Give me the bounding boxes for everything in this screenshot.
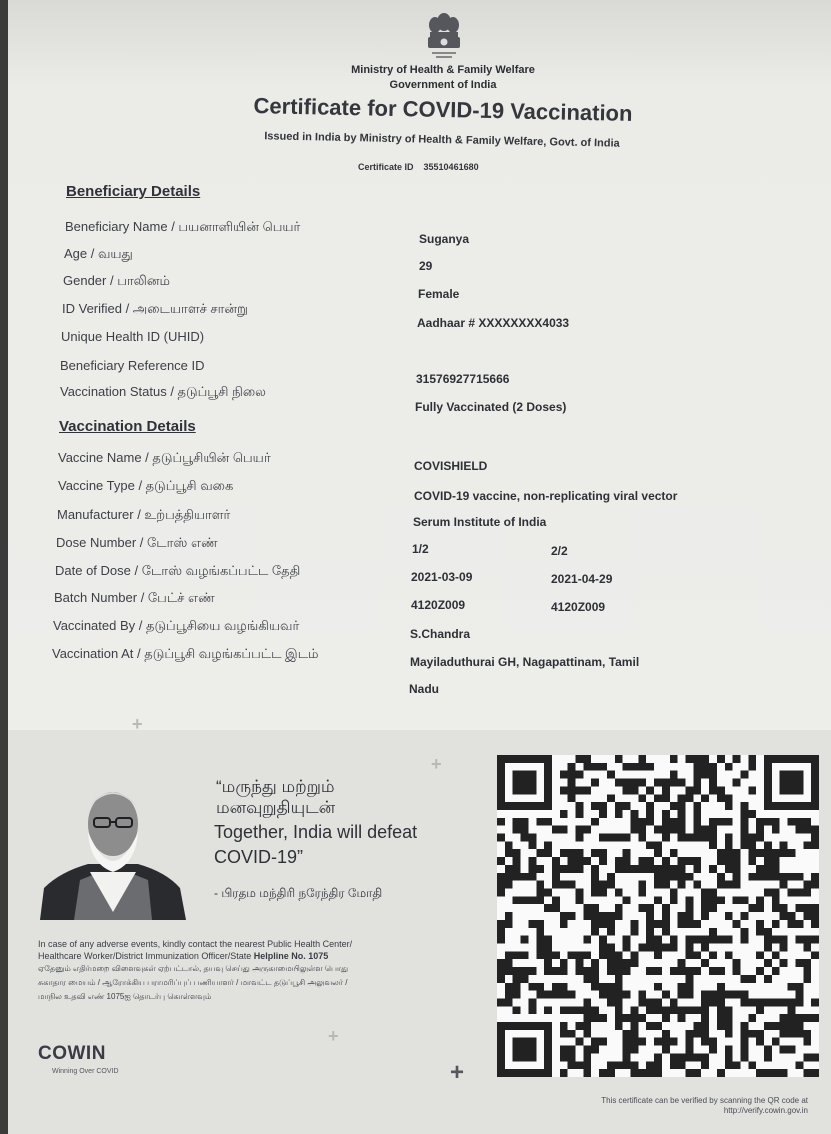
vaccinated-by-label: Vaccinated By / தடுப்பூசியை வழங்கியவர் [53,618,300,633]
registration-mark: + [431,754,442,774]
quote-tamil [216,776,335,818]
registration-mark: + [328,1026,339,1046]
dose-date-value-2: 2021-04-29 [551,572,613,586]
verification-note [508,1096,808,1116]
certificate-subtitle: Issued in India by Ministry of Health & Family Welfare, Govt. of India [264,130,620,150]
qr-finder-pattern [497,755,552,810]
age-value: 29 [419,259,433,273]
vaccine-type-value: COVID-19 vaccine, non-replicating viral vector [414,489,678,503]
batch-number-label: Batch Number / பேட்ச் எண் [54,590,215,605]
manufacturer-label: Manufacturer / உற்பத்தியாளர் [57,507,231,522]
quote-tamil-line-1: “மருந்து மற்றும் [216,777,335,796]
gender-label: Gender / பாலினம் [63,273,170,288]
government-name: Government of India [389,79,497,91]
beneficiary-reference-value: 31576927715666 [416,372,510,386]
national-emblem-icon [418,8,470,64]
quote-tamil-line-2: மனவுறுதியுடன் [216,798,336,817]
beneficiary-reference-label: Beneficiary Reference ID [60,358,205,373]
gender-value: Female [418,287,460,301]
adverse-events-note [38,938,478,962]
vaccination-status-label: Vaccination Status / தடுப்பூசி நிலை [60,384,266,399]
dose-date-label: Date of Dose / டோஸ் வழங்கப்பட்ட தேதி [55,563,301,578]
batch-number-value-1: 4120Z009 [411,598,466,612]
dose-number-value-2: 2/2 [551,544,568,558]
id-verified-label: ID Verified / அடையாளச் சான்று [62,301,248,316]
vaccination-at-value-continued: Nadu [409,682,439,696]
prime-minister-portrait [40,772,186,920]
qr-finder-pattern [497,1022,552,1077]
certificate-title: Certificate for COVID-19 Vaccination [253,93,633,126]
vaccination-at-value: Mayiladuthurai GH, Nagapattinam, Tamil [410,655,640,669]
vaccinated-by-value: S.Chandra [410,627,471,641]
adverse-events-line-2-text: Healthcare Worker/District Immunization Officer/State [38,951,254,961]
helpline-number: Helpline No. 1075 [253,951,329,961]
certificate-id-value: 35510461680 [423,162,479,172]
id-verified-value: Aadhaar # XXXXXXXX4033 [417,316,570,330]
vaccine-name-label: Vaccine Name / தடுப்பூசியின் பெயர் [58,450,271,465]
adverse-events-line-2 [38,950,478,962]
vaccination-status-value: Fully Vaccinated (2 Doses) [415,400,567,414]
vaccination-at-label: Vaccination At / தடுப்பூசி வழங்கப்பட்ட இடம் [52,646,319,661]
beneficiary-name-label: Beneficiary Name / பயனாளியின் பெயர் [65,219,301,234]
ministry-name: Ministry of Health & Family Welfare [351,64,535,76]
registration-mark: + [450,1059,465,1086]
uhid-label: Unique Health ID (UHID) [61,329,205,344]
dose-number-label: Dose Number / டோஸ் எண் [56,535,218,550]
dose-number-value-1: 1/2 [412,542,429,556]
age-label: Age / வயது [64,246,133,261]
vaccine-name-value: COVISHIELD [414,459,488,473]
cowin-tagline: Winning Over COVID [52,1068,119,1075]
adverse-events-line-1: In case of any adverse events, kindly contact the nearest Public Health Center/ [38,939,353,949]
batch-number-value-2: 4120Z009 [551,600,606,614]
vaccination-heading: Vaccination Details [59,418,196,435]
certificate-id [358,162,479,172]
qr-finder-pattern [764,755,819,810]
adverse-events-tamil-line-2: சுகாதார மையம் / ஆரோக்கிய பராமரிப்புப் பணியாளர் / மாவட்ட தடுப்பூசி அலுவலர் / [38,978,348,987]
vaccine-type-label: Vaccine Type / தடுப்பூசி வகை [58,478,234,493]
qr-code [497,755,819,1077]
manufacturer-value: Serum Institute of India [413,515,547,529]
certificate-page [8,0,831,1134]
verification-line-1: This certificate can be verified by scanning the QR code at [601,1096,808,1105]
adverse-events-tamil-line-3: மாநில உதவி எண் 1075ஐ தொடர்பு கொள்ளவும் [38,992,212,1001]
beneficiary-name-value: Suganya [419,232,470,246]
quote-attribution: - பிரதம மந்திரி நரேந்திர மோதி [214,886,383,900]
cowin-logo: COWIN [38,1043,106,1064]
quote-english-line-2: COVID-19” [214,847,304,867]
quote-english [214,820,417,870]
verification-url: http://verify.cowin.gov.in [723,1106,808,1115]
adverse-events-tamil-line-1: ஏதேனும் எதிர்மறை விளைவுகள் ஏற்பட்டால், தயவு செய்து அருகாமையிலுள்ள பொது [38,964,349,973]
adverse-events-note-tamil [38,962,478,1004]
dose-date-value-1: 2021-03-09 [411,570,473,584]
registration-mark: + [132,714,143,734]
quote-english-line-1: Together, India will defeat [214,822,418,842]
certificate-id-label: Certificate ID [358,162,414,172]
beneficiary-heading: Beneficiary Details [66,183,201,200]
